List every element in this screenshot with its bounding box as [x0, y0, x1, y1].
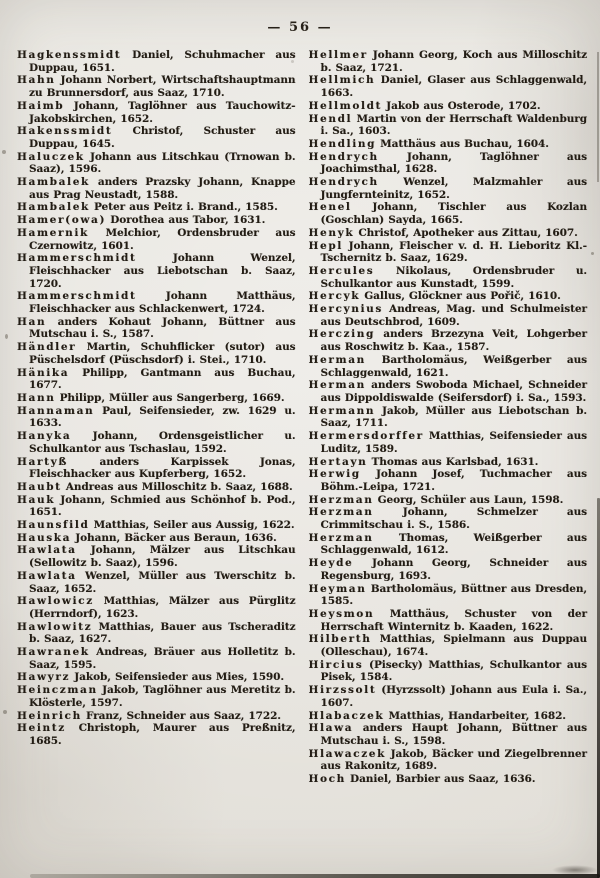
register-entry	[17, 519, 296, 532]
entry-text: Dorothea aus Tabor, 1631.	[106, 214, 266, 227]
register-entry	[17, 621, 296, 646]
entry-surname: Hirzssolt	[308, 684, 377, 697]
entry-text: Thomas, Weißgerber aus Schlaggenwald, 1612.	[320, 531, 587, 557]
register-entry	[309, 557, 588, 582]
entry-text: Andreas, Bräuer aus Holletitz b. Saaz, 1595.	[29, 646, 296, 671]
register-entry	[309, 290, 588, 303]
register-entry	[17, 341, 296, 366]
register-entry	[309, 265, 588, 290]
register-entry	[309, 176, 588, 201]
register-entry	[309, 532, 588, 557]
register-entry	[309, 659, 588, 684]
entry-text: Jakob, Müller aus Liebotschan b. Saaz, 1711.	[320, 404, 587, 430]
entry-text: Matthäus aus Buchau, 1604.	[376, 137, 549, 150]
entry-surname: Hahn	[17, 74, 56, 87]
register-entry	[309, 227, 588, 240]
entry-surname: Hänika	[17, 366, 70, 379]
entry-surname: Hellmich	[308, 74, 376, 87]
entry-surname: Heysmon	[308, 607, 375, 620]
entry-text: Johann, Bäcker aus Beraun, 1636.	[71, 531, 277, 544]
entry-text: Martin von der Herrschaft Waldenburg i. Sa., 1603.	[320, 112, 587, 138]
entry-surname: Hercyk	[308, 290, 361, 303]
register-entry	[309, 608, 588, 633]
register-entry	[17, 532, 296, 545]
register-entry	[309, 583, 588, 608]
register-entry	[17, 367, 296, 392]
entry-surname: Hertayn	[308, 455, 368, 468]
entry-surname: Heyde	[308, 557, 354, 570]
entry-surname: Hendling	[308, 137, 377, 150]
register-entry	[17, 494, 296, 519]
entry-text: Thomas aus Karlsbad, 1631.	[367, 455, 539, 468]
entry-surname: Händler	[17, 341, 77, 354]
register-entry	[309, 748, 588, 773]
entry-surname: Hermann	[308, 404, 376, 417]
entry-surname: Herzman	[308, 506, 374, 519]
entry-surname: Hawlata	[17, 569, 77, 582]
entry-text: anders Prazsky Johann, Knappe aus Prag Neustadt, 1588.	[29, 176, 296, 201]
entry-text: (Hyrzssolt) Johann aus Eula i. Sa., 1607.	[320, 684, 587, 709]
entry-text: Johann Georg, Schneider aus Regensburg, 1693.	[320, 557, 587, 582]
entry-text: anders Kohaut Johann, Büttner aus Mutschau i. S., 1587.	[29, 315, 296, 341]
entry-surname: Hellmoldt	[308, 99, 383, 112]
entry-surname: Hircius	[308, 658, 364, 671]
entry-text: Georg, Schüler aus Laun, 1598.	[373, 493, 564, 506]
register-entry	[309, 722, 588, 747]
register-entry	[17, 151, 296, 176]
entry-surname: Hamer(owa)	[17, 214, 107, 227]
register-entry	[17, 214, 296, 227]
entry-surname: Hlabaczek	[308, 709, 385, 722]
entry-text: Wenzel, Müller aus Twerschitz b. Saaz, 1652.	[29, 569, 296, 595]
entry-surname: Hambalek	[17, 201, 90, 214]
entry-text: Johann Norbert, Wirtschaftshauptmann zu Brunnersdorf, aus Saaz, 1710.	[29, 74, 296, 100]
register-entry	[309, 151, 588, 176]
register-column-left	[17, 49, 296, 786]
entry-text: Philipp, Müller aus Sangerberg, 1669.	[55, 391, 285, 404]
entry-surname: Haimb	[17, 99, 65, 112]
register-entry	[17, 49, 296, 74]
entry-text: Wenzel, Malzmahler aus Jungfernteinitz, 1652.	[320, 176, 587, 201]
register-entry	[309, 240, 588, 265]
entry-surname: Heinczman	[17, 684, 98, 697]
register-entry	[17, 227, 296, 252]
entry-surname: Hawranek	[17, 646, 90, 659]
entry-surname: Han	[17, 315, 47, 328]
entry-text: anders Haupt Johann, Büttner aus Mutschau i. S., 1598.	[320, 722, 587, 747]
entry-surname: Hammerschmidt	[17, 252, 137, 265]
entry-surname: Hambalek	[17, 176, 90, 189]
register-entry	[309, 49, 588, 74]
register-entry	[309, 354, 588, 379]
entry-text: Johann, Mälzer aus Litschkau (Sellowitz b. Saaz), 1596.	[29, 544, 296, 570]
entry-surname: Hendrych	[308, 150, 379, 163]
register-entry	[17, 595, 296, 620]
register-entry	[17, 722, 296, 747]
entry-surname: Herman	[308, 379, 366, 392]
entry-text: Bartholomäus, Weißgerber aus Schlaggenwald, 1621.	[320, 353, 587, 379]
entry-text: (Pisecky) Matthias, Schulkantor aus Pisek, 1584.	[320, 658, 587, 684]
entry-text: Matthias, Seifensieder aus Luditz, 1589.	[320, 430, 587, 455]
entry-text: Melchior, Ordensbruder aus Czernowitz, 1601.	[29, 226, 296, 252]
entry-text: Matthias, Bauer aus Tscheraditz b. Saaz, 1627.	[29, 620, 296, 646]
entry-surname: Hendrych	[308, 176, 379, 189]
entry-text: Johann Josef, Tuchmacher aus Böhm.-Leipa, 1721.	[320, 468, 587, 493]
register-entry	[309, 303, 588, 328]
register-entry	[17, 176, 296, 201]
entry-text: Johann, Schmied aus Schönhof b. Pod., 1651.	[29, 493, 296, 519]
entry-text: Johann, Fleischer v. d. H. Lieboritz Kl.-Tschernitz b. Saaz, 1629.	[320, 239, 587, 265]
entry-text: Matthias, Seiler aus Aussig, 1622.	[89, 519, 295, 532]
register-entry	[17, 684, 296, 709]
register-entry	[17, 100, 296, 125]
entry-text: Christoph, Maurer aus Preßnitz, 1685.	[29, 722, 296, 747]
entry-surname: Hamernik	[17, 226, 89, 239]
register-entry	[309, 405, 588, 430]
register-entry	[309, 633, 588, 658]
entry-surname: Hammerschmidt	[17, 290, 137, 303]
register-entry	[17, 405, 296, 430]
entry-text: anders Swoboda Michael, Schneider aus Dippoldiswalde (Seifersdorf) i. Sa., 1593.	[320, 379, 587, 404]
entry-surname: Hartyß	[17, 455, 68, 468]
entry-surname: Hilberth	[308, 633, 372, 646]
entry-surname: Hermersdorffer	[308, 430, 424, 443]
register-entry	[309, 773, 588, 786]
register-entry	[17, 646, 296, 671]
entry-surname: Hawyrz	[17, 671, 71, 684]
register-entry	[17, 392, 296, 405]
register-entry	[17, 201, 296, 214]
entry-text: Johann, Ordensgeistlicher u. Schulkantor aus Tschaslau, 1592.	[29, 430, 296, 455]
entry-text: Christof, Schuster aus Duppau, 1645.	[29, 125, 296, 150]
entry-surname: Hawlowicz	[17, 595, 94, 608]
entry-surname: Hannaman	[17, 404, 95, 417]
entry-surname: Hagkenssmidt	[17, 49, 122, 61]
entry-surname: Hellmer	[308, 49, 368, 61]
entry-text: Nikolaus, Ordensbruder u. Schulkantor aus Kunstadt, 1599.	[320, 264, 587, 290]
page-number: — 56 —	[267, 20, 333, 35]
entry-text: Christof, Apotheker aus Zittau, 1607.	[354, 226, 578, 239]
entry-text: Matthias, Handarbeiter, 1682.	[384, 709, 566, 722]
register-entry	[17, 316, 296, 341]
entry-surname: Haluczek	[17, 150, 85, 163]
entry-surname: Herwig	[308, 468, 361, 481]
register-entry	[309, 74, 588, 99]
entry-surname: Henel	[308, 201, 352, 214]
entry-text: Daniel, Glaser aus Schlaggenwald, 1663.	[320, 74, 587, 100]
entry-text: anders Brzezyna Veit, Lohgerber aus Roschwitz b. Kaa., 1587.	[320, 328, 587, 354]
entry-surname: Haunsfild	[17, 519, 90, 532]
entry-text: Matthias, Spielmann aus Duppau (Olleschau), 1674.	[320, 633, 587, 659]
entry-surname: Hlawaczek	[308, 747, 387, 760]
entry-surname: Hendl	[308, 112, 353, 125]
entry-text: Johann, Taglöhner aus Joachimsthal, 1628.	[320, 150, 587, 176]
entry-text: Johann Georg, Koch aus Milloschitz b. Saaz, 1721.	[320, 49, 587, 74]
register-entry	[309, 100, 588, 113]
register-entry	[17, 456, 296, 481]
entry-surname: Hawlowitz	[17, 620, 93, 633]
entry-text: Andreas aus Milloschitz b. Saaz, 1688.	[61, 480, 293, 493]
entry-surname: Hakenssmidt	[17, 125, 113, 138]
register-entry	[17, 544, 296, 569]
entry-surname: Herzman	[308, 493, 374, 506]
register-entry	[17, 570, 296, 595]
register-entry	[17, 671, 296, 684]
entry-text: Daniel, Barbier aus Saaz, 1636.	[345, 773, 536, 786]
entry-text: Jakob, Taglöhner aus Meretitz b. Klösterle, 1597.	[29, 684, 296, 709]
register-entry	[17, 125, 296, 150]
register-entry	[17, 430, 296, 455]
entry-surname: Hauska	[17, 531, 72, 544]
entry-surname: Hanyka	[17, 430, 72, 443]
register-entry	[17, 481, 296, 494]
register-entry	[309, 684, 588, 709]
entry-surname: Hercules	[308, 264, 375, 277]
entry-text: Johann, Taglöhner aus Tauchowitz-Jakobskirchen, 1652.	[29, 99, 296, 125]
register-column-right	[309, 49, 588, 786]
entry-surname: Heinrich	[17, 709, 82, 722]
entry-surname: Heintz	[17, 722, 66, 735]
entry-surname: Hauk	[17, 493, 56, 506]
register-entry	[309, 379, 588, 404]
register-entry	[309, 506, 588, 531]
register-entry	[17, 252, 296, 290]
register-entry	[309, 113, 588, 138]
entry-text: Bartholomäus, Büttner aus Dresden, 1585.	[320, 582, 587, 608]
entry-text: Johann, Tischler aus Kozlan (Goschlan) Sayda, 1665.	[320, 201, 587, 227]
entry-text: Franz, Schneider aus Saaz, 1722.	[81, 709, 281, 722]
register-entry	[17, 74, 296, 99]
entry-surname: Hoch	[308, 773, 346, 786]
entry-text: Philipp, Gantmann aus Buchau, 1677.	[29, 366, 296, 392]
entry-text: Johann Matthäus, Fleischhacker aus Schlackenwert, 1724.	[29, 290, 296, 316]
entry-text: Peter aus Peitz i. Brand., 1585.	[89, 201, 278, 214]
entry-text: Matthäus, Schuster von der Herrschaft Winternitz b. Kaaden, 1622.	[320, 607, 587, 633]
register-entry	[309, 430, 588, 455]
register-entry	[309, 494, 588, 507]
entry-surname: Herman	[308, 353, 366, 366]
entry-surname: Herzman	[308, 531, 374, 544]
entry-text: anders Karpissek Jonas, Fleischhacker aus Kupferberg, 1652.	[29, 455, 296, 481]
entry-text: Jakob aus Osterode, 1702.	[382, 99, 541, 112]
entry-text: Johann aus Litschkau (Trnowan b. Saaz), 1596.	[29, 150, 296, 176]
entry-text: Johann Wenzel, Fleischhacker aus Liebotschan b. Saaz, 1720.	[29, 252, 296, 290]
register-columns	[0, 35, 600, 786]
entry-text: Matthias, Mälzer aus Pürglitz (Herrndorf), 1623.	[29, 595, 296, 620]
scan-blot	[552, 865, 598, 875]
register-entry	[309, 468, 588, 493]
entry-surname: Haubt	[17, 480, 62, 493]
entry-text: Jakob, Seifensieder aus Mies, 1590.	[70, 671, 285, 684]
entry-text: Andreas, Mag. und Schulmeister aus Deutschbrod, 1609.	[320, 303, 587, 328]
entry-surname: Hann	[17, 391, 56, 404]
register-entry	[17, 710, 296, 723]
register-entry	[309, 456, 588, 469]
entry-text: Martin, Schuhflicker (sutor) aus Püschelsdorf (Püschsdorf) i. Stei., 1710.	[29, 341, 296, 366]
entry-text: Gallus, Glöckner aus Pořič, 1610.	[360, 290, 561, 303]
entry-surname: Herczing	[308, 328, 375, 341]
entry-text: Paul, Seifensieder, zw. 1629 u. 1633.	[29, 404, 296, 430]
entry-text: Jakob, Bäcker und Ziegelbrenner aus Rakonitz, 1689.	[320, 747, 587, 773]
entry-surname: Hepl	[308, 239, 343, 252]
entry-text: Johann, Schmelzer aus Crimmitschau i. S., 1586.	[320, 506, 587, 532]
entry-surname: Hercynius	[308, 303, 383, 316]
scan-edge-shadow-bottom	[30, 874, 600, 878]
register-entry	[309, 138, 588, 151]
register-entry	[17, 290, 296, 315]
entry-surname: Hlawa	[308, 722, 354, 735]
register-entry	[309, 328, 588, 353]
entry-surname: Heyman	[308, 582, 367, 595]
entry-surname: Hawlata	[17, 544, 77, 557]
register-entry	[309, 710, 588, 723]
entry-text: Daniel, Schuhmacher aus Duppau, 1651.	[29, 49, 296, 74]
register-entry	[309, 201, 588, 226]
entry-surname: Henyk	[308, 226, 355, 239]
